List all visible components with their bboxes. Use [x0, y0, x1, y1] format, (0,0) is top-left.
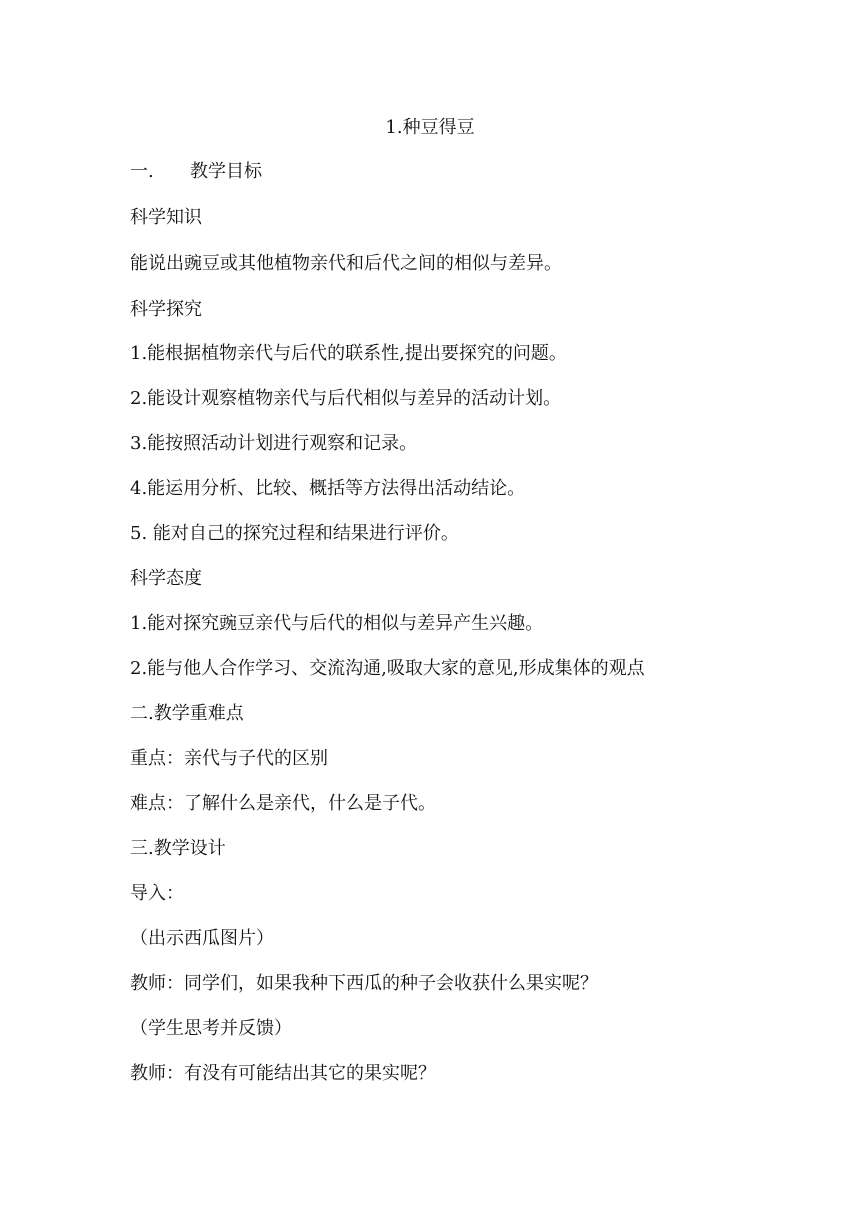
- inquiry-item-5: 5. 能对自己的探究过程和结果进行评价。: [130, 523, 459, 544]
- section-3-line-4: （学生思考并反馈）: [130, 1018, 292, 1039]
- difficult-point: 难点：了解什么是亲代，什么是子代。: [130, 793, 436, 814]
- inquiry-item-4: 4.能运用分析、比较、概括等方法得出活动结论。: [130, 478, 526, 499]
- section-1-title: 教学目标: [190, 161, 262, 182]
- section-2-heading: 二.教学重难点: [130, 703, 244, 724]
- section-3-line-1: 导入：: [130, 883, 184, 904]
- inquiry-item-1: 1.能根据植物亲代与后代的联系性,提出要探究的问题。: [130, 343, 567, 364]
- section-3-heading: 三.教学设计: [130, 838, 226, 859]
- knowledge-item: 能说出豌豆或其他植物亲代和后代之间的相似与差异。: [130, 253, 562, 274]
- attitude-heading: 科学态度: [130, 568, 202, 589]
- section-1-number: 一.: [130, 161, 154, 182]
- attitude-item-1: 1.能对探究豌豆亲代与后代的相似与差异产生兴趣。: [130, 613, 544, 634]
- key-point: 重点：亲代与子代的区别: [130, 748, 328, 769]
- section-3-line-3: 教师：同学们，如果我种下西瓜的种子会收获什么果实呢？: [130, 973, 598, 994]
- inquiry-item-3: 3.能按照活动计划进行观察和记录。: [130, 433, 418, 454]
- section-3-line-2: （出示西瓜图片）: [130, 928, 274, 949]
- inquiry-heading: 科学探究: [130, 299, 202, 320]
- knowledge-heading: 科学知识: [130, 207, 202, 228]
- document-title: 1.种豆得豆: [385, 117, 475, 138]
- section-3-line-5: 教师：有没有可能结出其它的果实呢？: [130, 1063, 436, 1084]
- attitude-item-2: 2.能与他人合作学习、交流沟通,吸取大家的意见,形成集体的观点: [130, 658, 645, 679]
- inquiry-item-2: 2.能设计观察植物亲代与后代相似与差异的活动计划。: [130, 388, 562, 409]
- section-1-heading: [130, 160, 262, 184]
